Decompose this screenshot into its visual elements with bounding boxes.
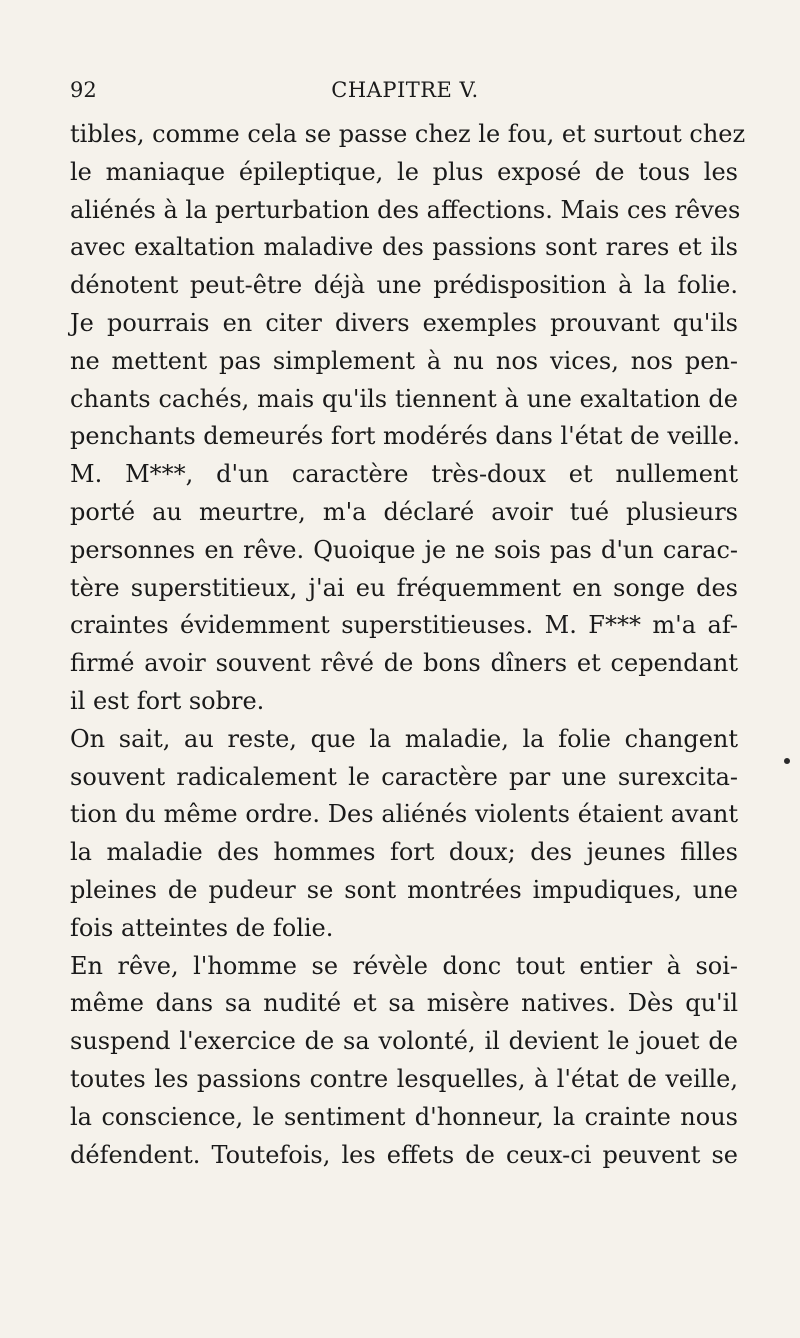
text-line: fois atteintes de folie. xyxy=(70,913,334,942)
text-line: chants cachés, mais qu'ils tiennent à une exaltation de xyxy=(70,384,738,413)
text-line: suspend l'exercice de sa volonté, il devient le jouet de xyxy=(70,1027,738,1056)
ink-speck xyxy=(784,758,790,764)
text-line: le maniaque épileptique, le plus exposé de tous les xyxy=(70,157,738,186)
text-line: firmé avoir souvent rêvé de bons dîners et cependant xyxy=(70,649,738,678)
text-line: On sait, au reste, que la maladie, la folie changent xyxy=(70,724,738,753)
text-line: M. M***, d'un caractère très-doux et nullement xyxy=(70,460,738,489)
text-line: personnes en rêve. Quoique je ne sois pas d'un carac- xyxy=(70,535,738,564)
text-line: la conscience, le sentiment d'honneur, la crainte nous xyxy=(70,1102,738,1131)
text-line: Je pourrais en citer divers exemples prouvant qu'ils xyxy=(70,308,738,337)
text-line: tion du même ordre. Des aliénés violents étaient avant xyxy=(70,800,738,829)
text-line: pleines de pudeur se sont montrées impudiques, une xyxy=(70,875,738,904)
text-line: il est fort sobre. xyxy=(70,686,265,715)
text-line: toutes les passions contre lesquelles, à l'état de veille, xyxy=(70,1064,738,1093)
text-line: même dans sa nudité et sa misère natives. Dès qu'il xyxy=(70,989,738,1018)
text-line: dénotent peut-être déjà une prédisposition à la folie. xyxy=(70,271,738,300)
text-line: tibles, comme cela se passe chez le fou, et surtout chez xyxy=(70,120,746,148)
text-line: tère superstitieux, j'ai eu fréquemment en songe des xyxy=(70,573,738,602)
text-line: la maladie des hommes fort doux; des jeunes filles xyxy=(70,838,738,867)
page-header xyxy=(70,78,740,118)
text-line: En rêve, l'homme se révèle donc tout entier à soi- xyxy=(70,951,738,980)
text-line: penchants demeurés fort modérés dans l'état de veille. xyxy=(70,422,740,451)
text-line: ne mettent pas simplement à nu nos vices, nos pen- xyxy=(70,346,738,375)
text-line: porté au meurtre, m'a déclaré avoir tué plusieurs xyxy=(70,497,738,526)
text-line: craintes évidemment superstitieuses. M. F*** m'a af- xyxy=(70,611,738,640)
text-line: aliénés à la perturbation des affections. Mais ces rêves xyxy=(70,195,741,224)
text-line: défendent. Toutefois, les effets de ceux-ci peuvent se xyxy=(70,1140,738,1169)
text-line: avec exaltation maladive des passions sont rares et ils xyxy=(70,233,738,262)
text-line: souvent radicalement le caractère par une surexcita- xyxy=(70,762,738,791)
body-text xyxy=(70,116,746,1174)
page-number: 92 xyxy=(70,78,97,102)
running-head: CHAPITRE V. xyxy=(331,78,479,102)
